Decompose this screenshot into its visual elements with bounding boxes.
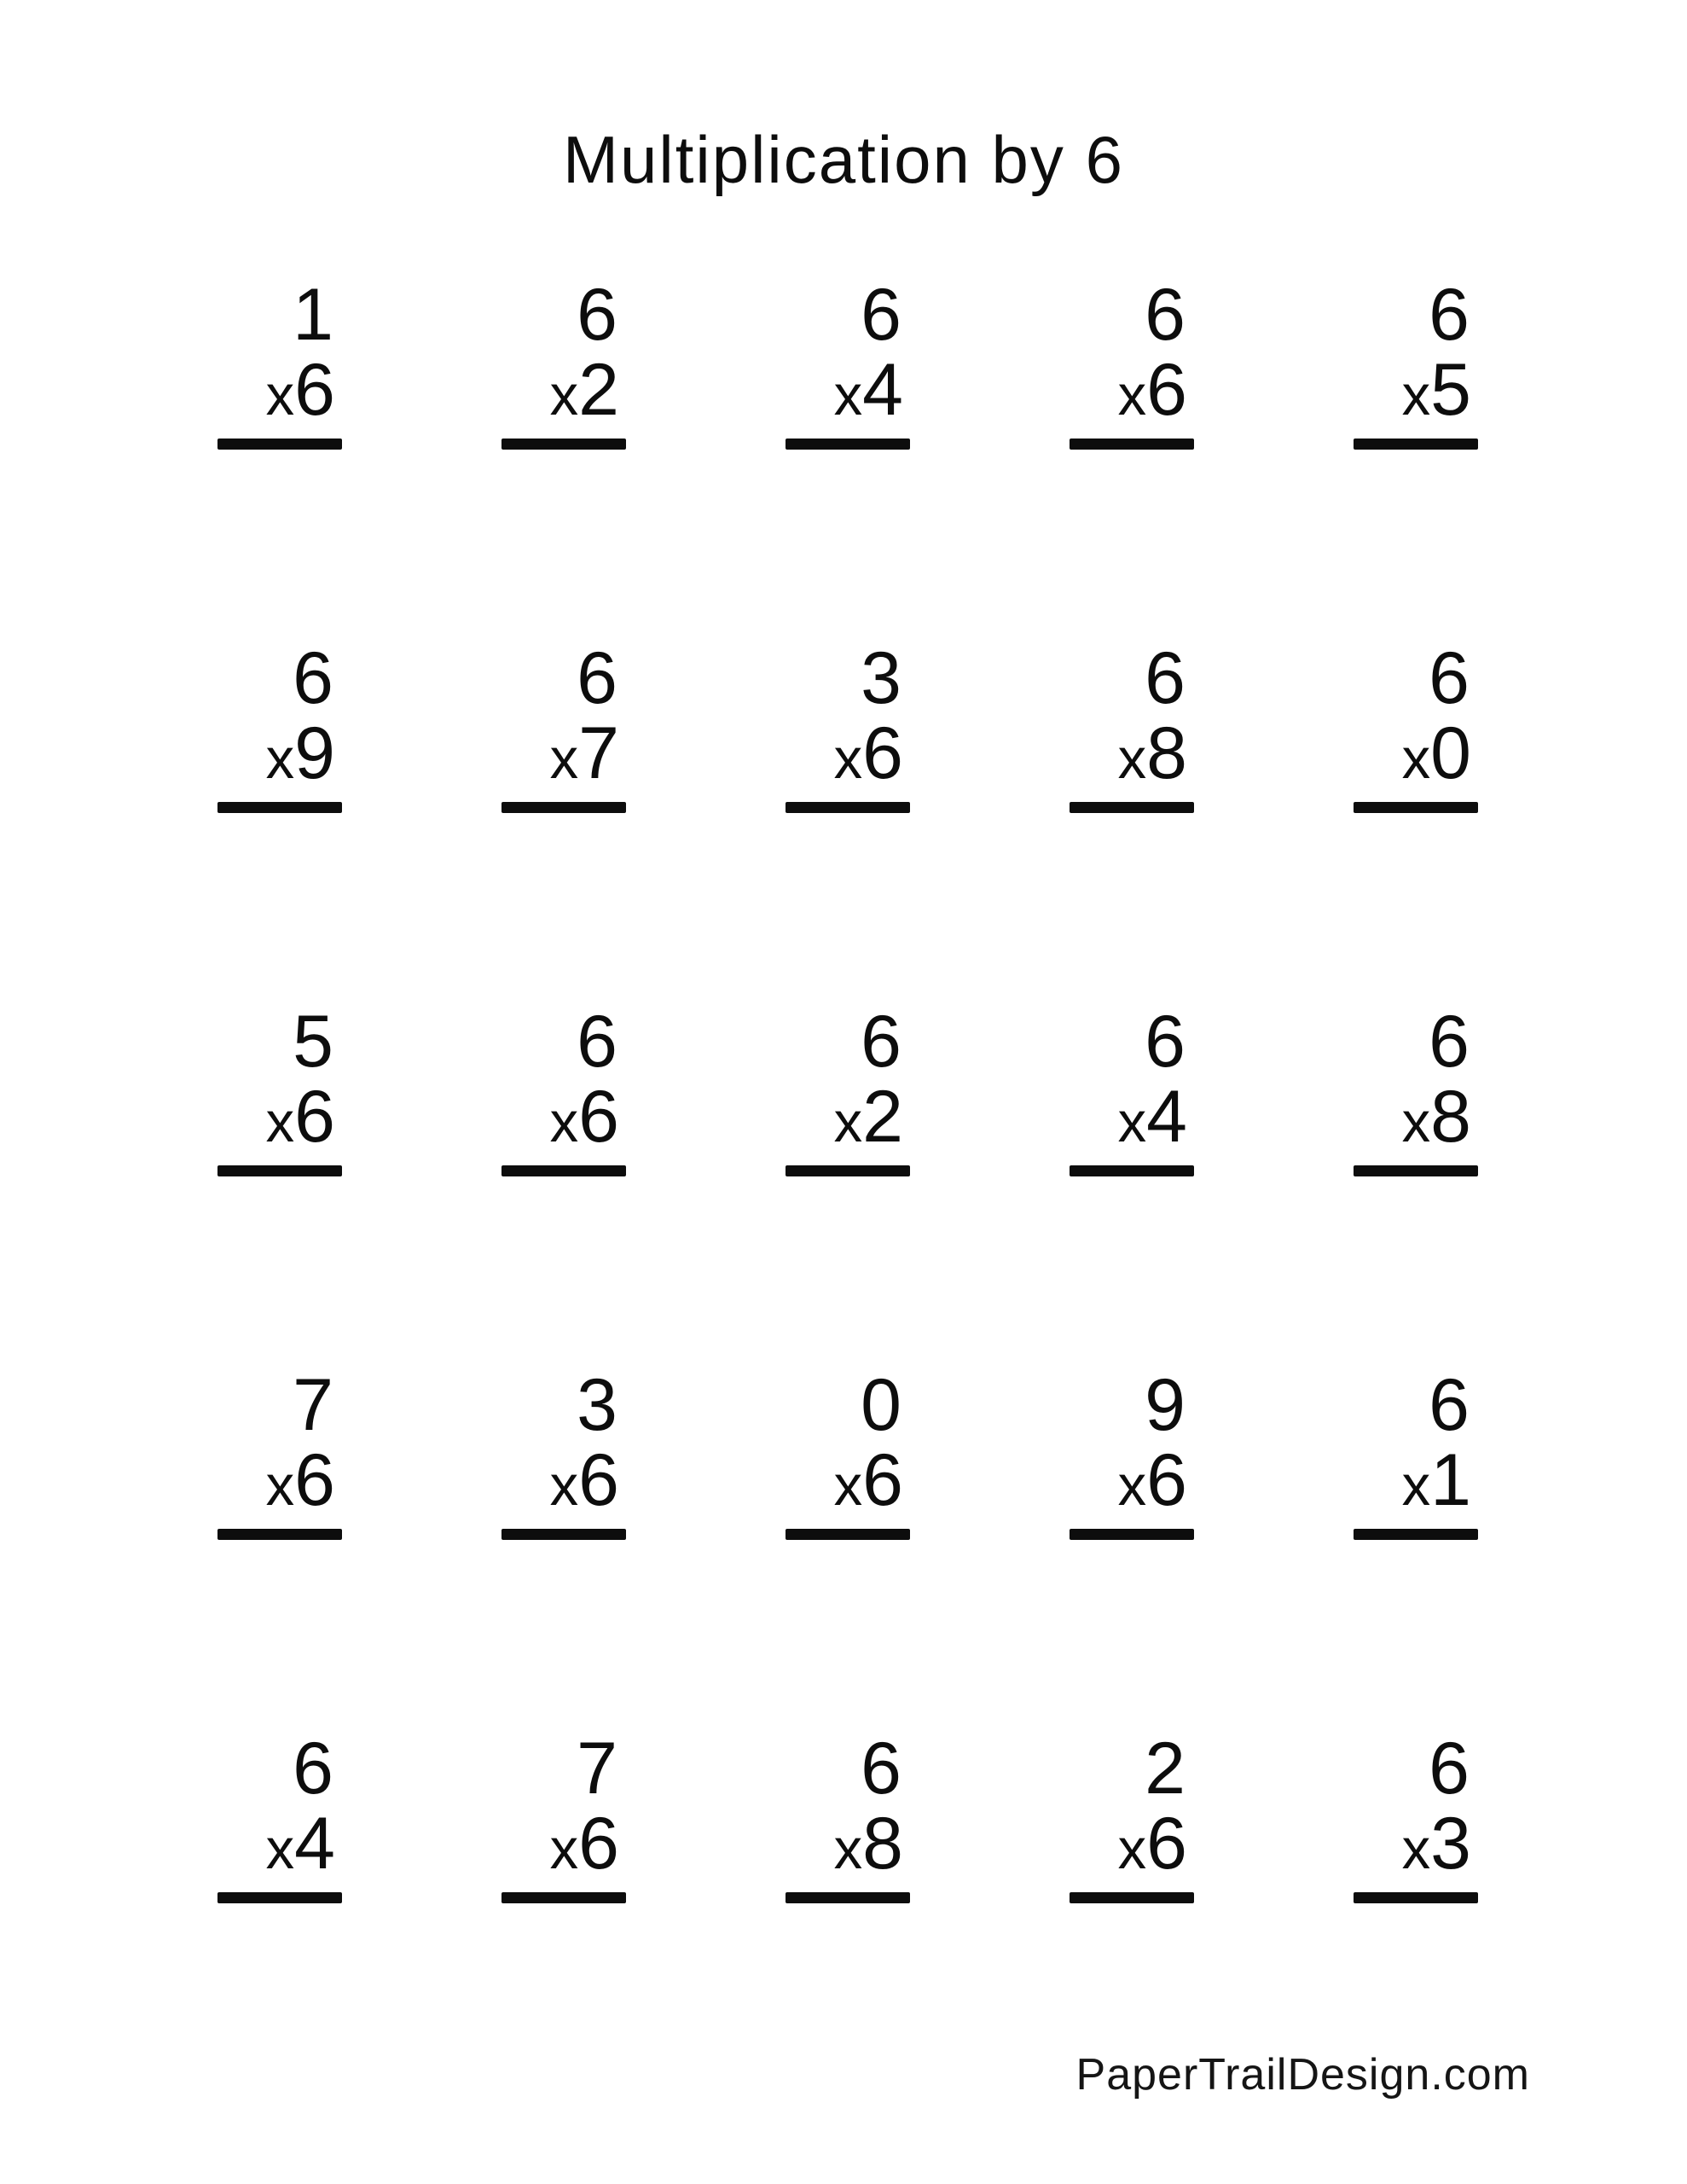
multiplication-problem [1354,1364,1478,1540]
bottom-operand: x4 [265,1803,335,1885]
problem-row [217,1001,1478,1176]
multiplication-problem [1354,1728,1478,1903]
answer-line [1354,1529,1478,1540]
bottom-operand: x2 [833,1076,903,1158]
bottom-operand: x8 [833,1803,903,1885]
bottom-operand: x6 [549,1076,619,1158]
multiplication-problem [1070,274,1194,450]
bottom-operand: x6 [1117,1803,1187,1885]
bottom-operand: x4 [1117,1076,1187,1158]
multiply-operator: x [1401,727,1431,791]
answer-line [217,1892,342,1903]
answer-line [501,1892,626,1903]
bottom-operand: x8 [1117,712,1187,794]
multiply-operator: x [549,1454,579,1518]
answer-line [786,802,910,813]
multiply-operator: x [1401,363,1431,427]
bottom-operand: x0 [1401,712,1471,794]
bottom-operand: x6 [549,1803,619,1885]
multiplication-problem [786,1001,910,1176]
multiply-operator: x [1401,1817,1431,1881]
bottom-operand: x6 [265,1076,335,1158]
top-operand: 6 [293,637,333,719]
answer-line [1354,439,1478,450]
problem-row [217,1364,1478,1540]
multiply-operator: x [1117,1090,1147,1154]
multiplication-problem [1354,1001,1478,1176]
answer-line [501,1529,626,1540]
answer-line [1354,1892,1478,1903]
bottom-operand: x6 [265,349,335,431]
answer-line [1070,439,1194,450]
multiply-operator: x [1117,363,1147,427]
multiplication-problem [217,1001,342,1176]
top-operand: 2 [1145,1728,1186,1809]
top-operand: 6 [293,1728,333,1809]
top-operand: 6 [1429,637,1470,719]
multiply-operator: x [833,1090,863,1154]
problem-row [217,1728,1478,1903]
multiply-operator: x [833,1817,863,1881]
bottom-operand: x4 [833,349,903,431]
top-operand: 6 [861,274,901,356]
top-operand: 1 [293,274,333,356]
multiplication-problem [786,274,910,450]
answer-line [786,439,910,450]
multiplication-problem [1354,637,1478,813]
multiply-operator: x [1401,1454,1431,1518]
multiply-operator: x [833,363,863,427]
top-operand: 6 [1429,274,1470,356]
bottom-operand: x1 [1401,1439,1471,1521]
multiplication-problem [217,1728,342,1903]
multiplication-problem [501,274,626,450]
top-operand: 6 [861,1728,901,1809]
top-operand: 6 [1429,1728,1470,1809]
top-operand: 6 [1429,1001,1470,1083]
multiplication-problem [217,637,342,813]
multiply-operator: x [833,1454,863,1518]
bottom-operand: x6 [833,1439,903,1521]
multiplication-problem [1070,1001,1194,1176]
answer-line [217,802,342,813]
top-operand: 9 [1145,1364,1186,1446]
answer-line [786,1892,910,1903]
bottom-operand: x6 [265,1439,335,1521]
multiplication-problem [501,1364,626,1540]
multiplication-problem [501,637,626,813]
bottom-operand: x6 [1117,1439,1187,1521]
answer-line [501,439,626,450]
footer-website: PaperTrailDesign.com [1075,2050,1530,2100]
multiplication-problem [501,1728,626,1903]
multiplication-problem [1070,1364,1194,1540]
top-operand: 6 [577,274,617,356]
multiplication-problem [786,637,910,813]
bottom-operand: x6 [833,712,903,794]
bottom-operand: x9 [265,712,335,794]
multiplication-problem [501,1001,626,1176]
multiplication-problem [217,274,342,450]
top-operand: 3 [861,637,901,719]
answer-line [1354,1165,1478,1176]
answer-line [501,1165,626,1176]
answer-line [217,439,342,450]
bottom-operand: x3 [1401,1803,1471,1885]
problem-row [217,637,1478,813]
bottom-operand: x6 [1117,349,1187,431]
answer-line [786,1529,910,1540]
multiply-operator: x [549,1090,579,1154]
multiplication-problem [786,1364,910,1540]
bottom-operand: x5 [1401,349,1471,431]
top-operand: 6 [861,1001,901,1083]
multiply-operator: x [265,363,295,427]
multiply-operator: x [1117,727,1147,791]
top-operand: 0 [861,1364,901,1446]
multiplication-problem [786,1728,910,1903]
top-operand: 6 [577,637,617,719]
multiply-operator: x [265,1817,295,1881]
multiply-operator: x [265,727,295,791]
multiply-operator: x [265,1090,295,1154]
multiplication-problem [1070,637,1194,813]
top-operand: 6 [1429,1364,1470,1446]
multiply-operator: x [549,727,579,791]
answer-line [1070,802,1194,813]
top-operand: 6 [577,1001,617,1083]
top-operand: 6 [1145,274,1186,356]
answer-line [1070,1529,1194,1540]
multiply-operator: x [265,1454,295,1518]
answer-line [1354,802,1478,813]
answer-line [1070,1165,1194,1176]
bottom-operand: x8 [1401,1076,1471,1158]
bottom-operand: x2 [549,349,619,431]
answer-line [217,1165,342,1176]
top-operand: 6 [1145,1001,1186,1083]
multiplication-problem [1354,274,1478,450]
problem-row [217,274,1478,450]
answer-line [217,1529,342,1540]
bottom-operand: x7 [549,712,619,794]
multiplication-problem [1070,1728,1194,1903]
answer-line [1070,1892,1194,1903]
top-operand: 3 [577,1364,617,1446]
top-operand: 5 [293,1001,333,1083]
top-operand: 6 [1145,637,1186,719]
multiply-operator: x [833,727,863,791]
multiply-operator: x [1117,1454,1147,1518]
multiply-operator: x [549,1817,579,1881]
multiplication-problem [217,1364,342,1540]
multiply-operator: x [549,363,579,427]
bottom-operand: x6 [549,1439,619,1521]
page-title: Multiplication by 6 [563,122,1124,197]
answer-line [501,802,626,813]
top-operand: 7 [577,1728,617,1809]
top-operand: 7 [293,1364,333,1446]
multiply-operator: x [1401,1090,1431,1154]
multiply-operator: x [1117,1817,1147,1881]
answer-line [786,1165,910,1176]
